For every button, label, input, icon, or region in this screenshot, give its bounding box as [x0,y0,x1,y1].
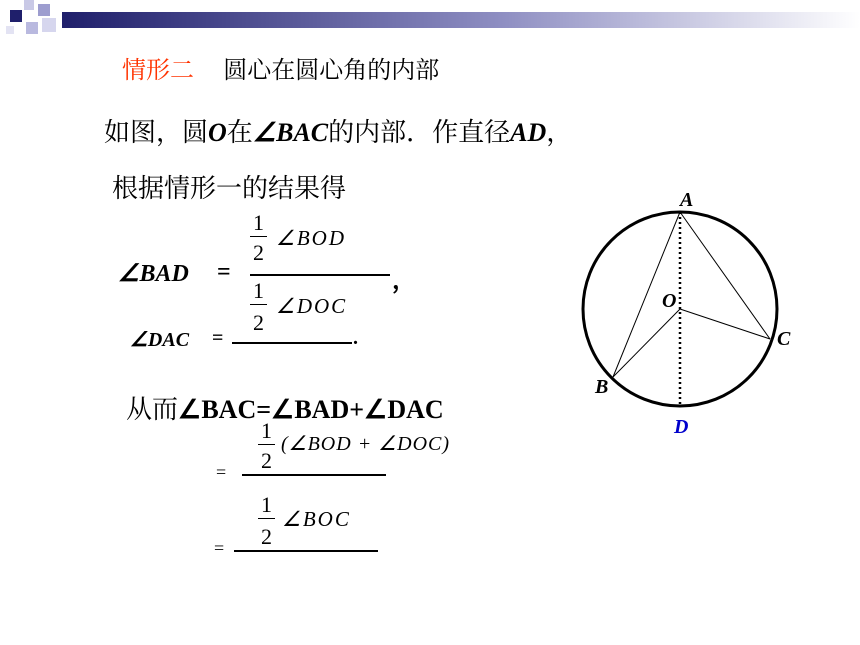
eq1-fraction-bar [250,274,390,276]
intro-line-2: 根据情形一的结果得 [112,174,347,204]
eq5-equals: = [214,538,225,558]
eq2-lhs: ∠DAC [130,329,190,351]
radius-oc [680,309,770,339]
intro-angle-bac: ∠BAC [252,118,329,147]
eq3-lead: 从而 [126,395,179,425]
case-heading [122,50,439,85]
chord-ac [680,212,770,339]
equation-bac-sum [126,389,444,426]
eq4-denominator-two: 2 [261,448,272,473]
intro-text-pre: 如图，圆 [104,118,209,148]
eq2-period: . [353,327,358,349]
eq1-lhs: ∠BAD [118,261,189,287]
eq2-numerator-one: 1 [253,278,264,303]
intro-text-end: ， [546,118,573,148]
eq2-inner-fraction-bar [250,304,267,305]
eq1-numerator-one: 1 [253,210,264,235]
eq5-inner-fraction-bar [258,518,275,519]
eq2-equals: = [212,327,224,349]
eq2-fraction-bar [232,342,352,344]
intro-text-post: 的内部．作直径 [328,118,511,148]
eq1-equals: = [217,259,231,285]
intro-text-mid: 在 [226,118,253,148]
eq1-denominator-two: 2 [253,240,264,265]
eq5-numerator-one: 1 [261,492,272,517]
intro-line-1 [104,112,572,149]
intro-point-o: O [208,118,227,147]
point-label-o: O [662,290,677,312]
eq1-expression: ∠BOD [276,226,346,250]
eq2-denominator-two: 2 [253,310,264,335]
eq1-inner-fraction-bar [250,236,267,237]
eq1-comma: ， [392,268,416,294]
point-label-a: A [680,189,694,211]
eq5-expression: ∠BOC [282,507,351,531]
point-label-b: B [595,376,609,398]
point-label-d: D [674,416,689,438]
case-label: 情形二 [122,56,194,84]
eq4-expression: (∠BOD + ∠DOC) [281,433,451,455]
case-title: 圆心在圆心角的内部 [223,56,440,84]
eq2-expression: ∠DOC [276,294,348,318]
eq4-inner-fraction-bar [258,444,275,445]
point-label-c: C [777,328,791,350]
eq5-fraction-bar [234,550,378,552]
eq4-numerator-one: 1 [261,418,272,443]
eq3-text: ∠BAC=∠BAD+∠DAC [178,395,444,424]
circle-geometry-figure [560,180,820,450]
title-decoration-bar [0,0,860,42]
eq4-fraction-bar [242,474,386,476]
radius-ob [613,309,680,377]
intro-diameter-ad: AD [510,118,547,147]
eq4-equals: = [216,462,227,482]
eq5-denominator-two: 2 [261,524,272,549]
